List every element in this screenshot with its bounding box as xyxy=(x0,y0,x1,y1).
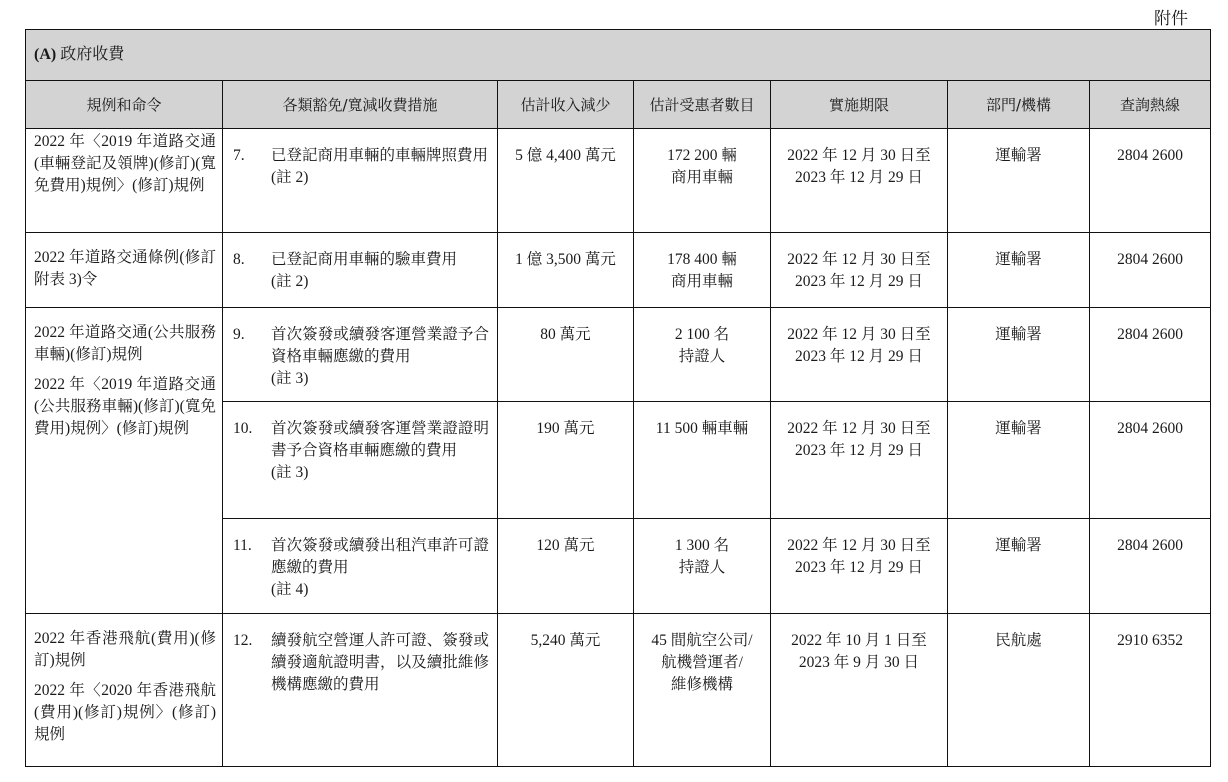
beneficiaries-cell xyxy=(634,233,771,308)
col-header-department: 部門/機構 xyxy=(948,81,1090,129)
regulation-text: 2022 年〈2019 年道路交通(公共服務車輛)(修訂)(寬免費用)規例〉(修訂)規例 xyxy=(34,376,216,437)
department-cell: 運輸署 xyxy=(948,402,1090,519)
beneficiaries-cell xyxy=(634,402,771,519)
measure-description: 續發航空營運人許可證、簽發或續發適航證明書，以及續批維修機構應繳的費用 xyxy=(271,632,489,693)
beneficiaries-line: 航機營運者/ xyxy=(661,654,743,671)
regulation-text: 2022 年道路交通(公共服務車輛)(修訂)規例 xyxy=(34,324,216,363)
col-header-beneficiaries: 估計受惠者數目 xyxy=(634,81,771,129)
measure-description: 首次簽發或續發客運營業證證明書予合資格車輛應繳的費用 xyxy=(271,420,489,459)
period-start: 2022 年 10 月 1 日至 xyxy=(791,632,927,649)
table-row xyxy=(26,129,1211,233)
table-row xyxy=(26,308,1211,402)
beneficiaries-line: 178 400 輛 xyxy=(667,251,737,268)
beneficiaries-line: 商用車輛 xyxy=(670,273,733,290)
regulation-cell xyxy=(26,308,223,614)
department-cell: 民航處 xyxy=(948,614,1090,767)
regulation-text: 2022 年〈2020 年香港飛航(費用)(修訂)規例〉(修訂)規例 xyxy=(34,682,216,743)
period-cell xyxy=(771,308,948,402)
beneficiaries-line: 商用車輛 xyxy=(670,169,733,186)
beneficiaries-cell xyxy=(634,614,771,767)
col-header-revenue: 估計收入減少 xyxy=(498,81,634,129)
government-fees-table xyxy=(25,29,1211,767)
table-row xyxy=(26,233,1211,308)
regulation-cell xyxy=(26,233,223,308)
beneficiaries-line: 1 300 名 xyxy=(674,537,730,554)
period-start: 2022 年 12 月 30 日至 xyxy=(787,537,931,554)
revenue-cell: 190 萬元 xyxy=(498,402,634,519)
measure-note: (註 2) xyxy=(271,273,309,290)
revenue-cell: 80 萬元 xyxy=(498,308,634,402)
period-cell xyxy=(771,519,948,614)
measure-description: 已登記商用車輛的驗車費用 xyxy=(271,251,458,268)
regulation-cell xyxy=(26,614,223,767)
measure-cell xyxy=(223,129,498,233)
hotline-cell: 2804 2600 xyxy=(1090,129,1211,233)
measure-cell xyxy=(223,519,498,614)
measure-description: 首次簽發或續發出租汽車許可證應繳的費用 xyxy=(271,537,489,576)
regulation-text: 2022 年道路交通條例(修訂附表 3)令 xyxy=(34,249,216,288)
department-cell: 運輸署 xyxy=(948,233,1090,308)
regulation-text: 2022 年香港飛航(費用)(修訂)規例 xyxy=(34,630,216,669)
col-header-period: 實施期限 xyxy=(771,81,948,129)
period-end: 2023 年 12 月 29 日 xyxy=(795,442,923,459)
period-end: 2023 年 12 月 29 日 xyxy=(795,169,923,186)
period-cell xyxy=(771,402,948,519)
section-prefix: (A) xyxy=(34,46,57,63)
period-cell xyxy=(771,233,948,308)
table-row xyxy=(26,614,1211,767)
beneficiaries-line: 2 100 名 xyxy=(674,326,730,343)
section-header xyxy=(26,30,1211,81)
measure-number: 10. xyxy=(233,420,253,437)
beneficiaries-line: 11 500 輛車輛 xyxy=(655,420,749,437)
period-start: 2022 年 12 月 30 日至 xyxy=(787,420,931,437)
hotline-cell: 2804 2600 xyxy=(1090,308,1211,402)
regulation-cell xyxy=(26,129,223,233)
period-end: 2023 年 12 月 29 日 xyxy=(795,348,923,365)
beneficiaries-cell xyxy=(634,519,771,614)
measure-note: (註 4) xyxy=(271,581,309,598)
department-cell: 運輸署 xyxy=(948,308,1090,402)
department-cell: 運輸署 xyxy=(948,519,1090,614)
measure-cell xyxy=(223,233,498,308)
col-header-hotline: 查詢熱線 xyxy=(1090,81,1211,129)
measure-note: (註 3) xyxy=(271,370,309,387)
period-start: 2022 年 12 月 30 日至 xyxy=(787,147,931,164)
measure-description: 已登記商用車輛的車輛牌照費用 xyxy=(271,147,489,164)
hotline-cell: 2804 2600 xyxy=(1090,519,1211,614)
period-cell xyxy=(771,614,948,767)
measure-number: 9. xyxy=(233,326,245,343)
beneficiaries-line: 持證人 xyxy=(678,559,726,576)
beneficiaries-line: 維修機構 xyxy=(670,676,733,693)
period-end: 2023 年 9 月 30 日 xyxy=(798,654,920,671)
period-end: 2023 年 12 月 29 日 xyxy=(795,273,923,290)
measure-number: 7. xyxy=(233,147,245,164)
beneficiaries-line: 持證人 xyxy=(678,348,726,365)
revenue-cell: 5 億 4,400 萬元 xyxy=(498,129,634,233)
period-start: 2022 年 12 月 30 日至 xyxy=(787,251,931,268)
beneficiaries-line: 45 間航空公司/ xyxy=(651,632,753,649)
measure-cell xyxy=(223,308,498,402)
col-header-regulations: 規例和命令 xyxy=(26,81,223,129)
measure-number: 12. xyxy=(233,632,253,649)
revenue-cell: 120 萬元 xyxy=(498,519,634,614)
measure-description: 首次簽發或續發客運營業證予合資格車輛應繳的費用 xyxy=(271,326,489,365)
section-title: 政府收費 xyxy=(60,46,125,63)
hotline-cell: 2804 2600 xyxy=(1090,402,1211,519)
period-cell xyxy=(771,129,948,233)
beneficiaries-cell xyxy=(634,308,771,402)
measure-cell xyxy=(223,614,498,767)
measure-cell xyxy=(223,402,498,519)
regulation-text: 2022 年〈2019 年道路交通(車輛登記及領牌)(修訂)(寬免費用)規例〉(修訂)規例 xyxy=(34,133,216,194)
hotline-cell: 2804 2600 xyxy=(1090,233,1211,308)
measure-number: 8. xyxy=(233,251,245,268)
beneficiaries-line: 172 200 輛 xyxy=(667,147,737,164)
measure-number: 11. xyxy=(233,537,252,554)
revenue-cell: 1 億 3,500 萬元 xyxy=(498,233,634,308)
measure-note: (註 2) xyxy=(271,169,309,186)
department-cell: 運輸署 xyxy=(948,129,1090,233)
col-header-measures: 各類豁免/寬減收費措施 xyxy=(223,81,498,129)
annex-label: 附件 xyxy=(1154,9,1188,28)
revenue-cell: 5,240 萬元 xyxy=(498,614,634,767)
hotline-cell: 2910 6352 xyxy=(1090,614,1211,767)
measure-note: (註 3) xyxy=(271,464,309,481)
beneficiaries-cell xyxy=(634,129,771,233)
period-end: 2023 年 12 月 29 日 xyxy=(795,559,923,576)
period-start: 2022 年 12 月 30 日至 xyxy=(787,326,931,343)
